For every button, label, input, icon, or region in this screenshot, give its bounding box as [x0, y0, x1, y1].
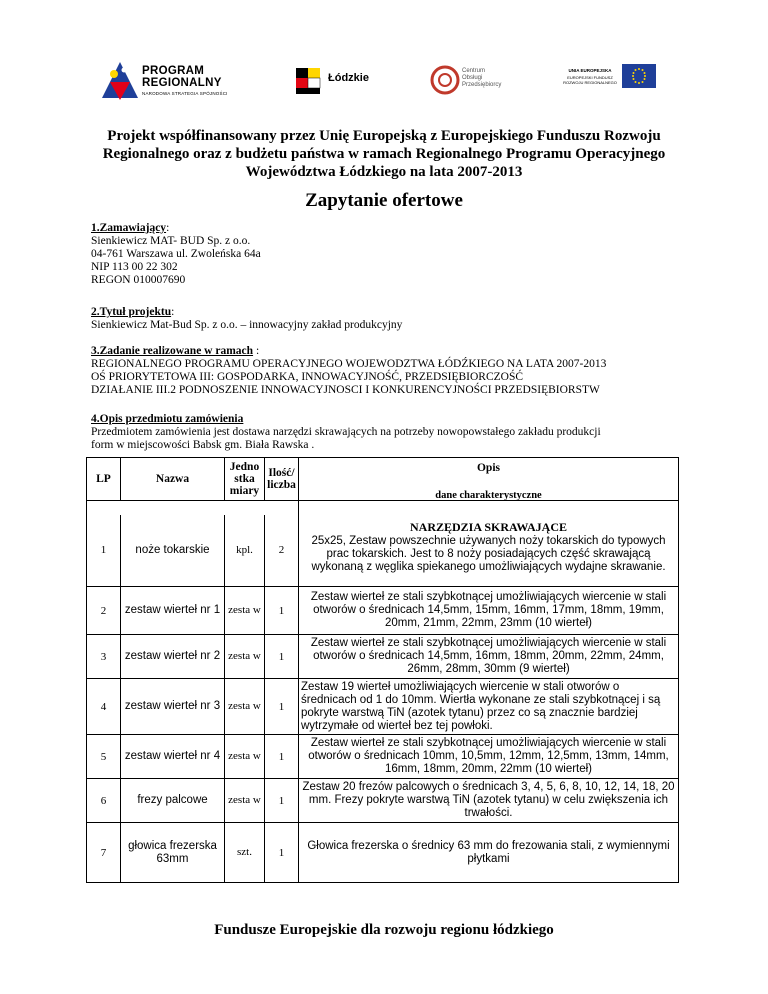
footer-slogan: Fundusze Europejskie dla rozwoju regionu łódzkiego: [214, 922, 554, 938]
lodzkie-logo: [292, 60, 382, 104]
tools-specification-table: [86, 457, 679, 883]
table-row: [87, 779, 679, 823]
cop-logo: [430, 60, 520, 104]
table-cell-qty: 1: [265, 635, 299, 679]
table-cell-description: Zestaw wierteł ze stali szybkotnącej umożliwiających wiercenie w stali otworów o średnicach 14,5mm, 15mm, 16mm, 17mm, 18mm, 19mm, 20mm, 21mm, 22mm, 23mm (10 wierteł): [299, 587, 679, 635]
logo-text: Przedsiębiorcy: [462, 82, 502, 88]
program-regionalny-emblem-icon: [100, 60, 140, 102]
table-cell-unit: zesta w: [225, 735, 265, 779]
table-header-row: [87, 458, 679, 501]
table-cell-name: zestaw wierteł nr 4: [121, 735, 225, 779]
table-cell-unit: zesta w: [225, 779, 265, 823]
table-cell-qty: 1: [265, 587, 299, 635]
logo-text: Obsługi: [462, 75, 483, 81]
logo-text: Łódzkie: [328, 72, 369, 84]
table-cell-lp: 3: [87, 635, 121, 679]
section-line: NIP 113 00 22 302: [91, 261, 178, 273]
header-description: [299, 458, 679, 501]
section-line: REGIONALNEGO PROGRAMU OPERACYJNEGO WOJEWODZTWA ŁÓDŹKIEGO NA LATA 2007-2013: [91, 358, 607, 370]
logo-subtext: NARODOWA STRATEGIA SPÓJNOŚCI: [142, 91, 228, 96]
table-cell-description: Zestaw 19 wierteł umożliwiających wiercenie w stali otworów o średnicach od 1 do 10mm. Wiertła wykonane ze stali szybkotnącej i są pokryte warstwą TiN (azotek tytanu) przez co są znacznie bardziej wytrzymałe od wierteł bez tej powłoki.: [299, 679, 679, 735]
table-cell-name: zestaw wierteł nr 3: [121, 679, 225, 735]
project-cofinancing-title: [60, 127, 708, 181]
section-line: Przedmiotem zamówienia jest dostawa narzędzi skrawających na potrzeby nowopowstałego zakładu produkcji: [91, 426, 601, 438]
section-heading-colon: :: [166, 222, 170, 234]
header-unit: [225, 458, 265, 501]
header-qty-text: liczba: [267, 479, 296, 491]
table-cell-name: głowica frezerska 63mm: [121, 823, 225, 883]
spacer-cell: [87, 501, 299, 515]
table-cell-lp: 6: [87, 779, 121, 823]
description-text: 25x25, Zestaw powszechnie używanych noży tokarskich do typowych prac tokarskich. Jest to 8 noży posiadających część skrawającą wykonaną z węglika spiekanego umożliwiających wydajne skrawanie.: [311, 534, 666, 573]
table-row: [87, 635, 679, 679]
table-cell-unit: kpl.: [225, 515, 265, 587]
table-cell-name: zestaw wierteł nr 1: [121, 587, 225, 635]
table-cell-lp: 5: [87, 735, 121, 779]
table-cell-description: Głowica frezerska o średnicy 63 mm do frezowania stali, z wymiennymi płytkami: [299, 823, 679, 883]
title-line: Regionalnego oraz z budżetu państwa w ramach Regionalnego Programu Operacyjnego: [102, 146, 666, 162]
table-row: [87, 679, 679, 735]
section-line: Sienkiewicz MAT- BUD Sp. z o.o.: [91, 235, 251, 247]
lodzkie-emblem-icon: [292, 66, 324, 96]
title-line: Województwa Łódzkiego na lata 2007-2013: [245, 164, 523, 180]
header-description-subtext: dane charakterystyczne: [435, 490, 542, 501]
table-cell-description: Zestaw 20 frezów palcowych o średnicach 3, 4, 5, 6, 8, 10, 12, 14, 18, 20 mm. Frezy pokryte warstwą TiN (azotek tytanu) w celu zwiększenia ich trwałości.: [299, 779, 679, 823]
table-cell-name: zestaw wierteł nr 2: [121, 635, 225, 679]
section-heading-colon: :: [171, 306, 175, 318]
eu-flag-icon: [622, 64, 656, 88]
table-cell-unit: szt.: [225, 823, 265, 883]
table-row: [87, 823, 679, 883]
header-description-text: Opis: [476, 462, 500, 474]
header-unit-text: miary: [229, 485, 260, 497]
table-cell-unit: zesta w: [225, 679, 265, 735]
section-order-description: [91, 413, 691, 452]
logo-text: ROZWOJU REGIONALNEGO: [563, 80, 617, 85]
table-cell-unit: zesta w: [225, 587, 265, 635]
table-cell-qty: 1: [265, 735, 299, 779]
section-heading: 2.Tytuł projektu: [91, 306, 172, 318]
eu-logo: [560, 60, 660, 104]
table-cell-qty: 2: [265, 515, 299, 587]
logo-bar: [0, 60, 768, 110]
table-row: [87, 735, 679, 779]
cop-emblem-icon: [430, 64, 460, 96]
section-heading: 3.Zadanie realizowane w ramach: [91, 345, 254, 357]
section-project-title: [91, 306, 691, 332]
section-heading: 4.Opis przedmiotu zamówienia: [91, 413, 244, 425]
table-cell-name: frezy palcowe: [121, 779, 225, 823]
table-cell-description: [299, 501, 679, 587]
section-heading: 1.Zamawiający: [91, 222, 167, 234]
table-cell-name: noże tokarskie: [121, 515, 225, 587]
header-unit-text: Jedno: [229, 461, 260, 473]
section-ordering-party: [91, 222, 691, 287]
section-line: DZIAŁANIE III.2 PODNOSZENIE INNOWACYJNOSCI I KONKURENCYJNOŚCI PRZEDSIĘBIORSTW: [91, 384, 600, 396]
section-task: [91, 345, 691, 397]
logo-text: Centrum: [462, 68, 486, 74]
logo-text: REGIONALNY: [142, 77, 222, 89]
header-qty: [265, 458, 299, 501]
table-spacer-row: [87, 501, 679, 515]
section-line: form w miejscowości Babsk gm. Biała Rawska .: [91, 439, 315, 451]
table-cell-lp: 1: [87, 515, 121, 587]
header-lp: LP: [87, 458, 121, 501]
table-cell-unit: zesta w: [225, 635, 265, 679]
table-cell-qty: 1: [265, 779, 299, 823]
table-cell-lp: 4: [87, 679, 121, 735]
header-unit-text: stka: [234, 473, 255, 485]
table-cell-qty: 1: [265, 823, 299, 883]
logo-text: PROGRAM: [142, 65, 205, 77]
category-title: NARZĘDZIA SKRAWAJĄCE: [409, 519, 568, 534]
logo-text: EUROPEJSKI FUNDUSZ: [567, 75, 613, 80]
table-cell-lp: 2: [87, 587, 121, 635]
section-line: 04-761 Warszawa ul. Zwoleńska 64a: [91, 248, 261, 260]
document-heading: Zapytanie ofertowe: [305, 190, 463, 211]
table-cell-description: Zestaw wierteł ze stali szybkotnącej umożliwiających wiercenie w stali otworów o średnicach 10mm, 10,5mm, 12mm, 12,5mm, 13mm, 14mm, 16mm, 18mm, 20mm, 22mm (10 wierteł): [299, 735, 679, 779]
table-cell-qty: 1: [265, 679, 299, 735]
header-nazwa: Nazwa: [121, 458, 225, 501]
title-line: Projekt współfinansowany przez Unię Europejską z Europejskiego Funduszu Rozwoju: [107, 128, 661, 144]
logo-text: UNIA EUROPEJSKA: [568, 68, 612, 73]
table-cell-description: Zestaw wierteł ze stali szybkotnącej umożliwiających wiercenie w stali otworów o średnicach 14,5mm, 16mm, 18mm, 20mm, 22mm, 24mm, 26mm, 28mm, 30mm (9 wierteł): [299, 635, 679, 679]
table-row: [87, 587, 679, 635]
section-line: Sienkiewicz Mat-Bud Sp. z o.o. – innowacyjny zakład produkcyjny: [91, 319, 403, 331]
header-qty-text: Ilość/: [268, 467, 295, 479]
program-regionalny-logo: [100, 60, 250, 104]
section-line: OŚ PRIORYTETOWA III: GOSPODARKA, INNOWACYJNOŚĆ, PRZEDSIĘBIORCZOŚĆ: [91, 371, 524, 383]
table-cell-lp: 7: [87, 823, 121, 883]
section-heading-colon: :: [253, 345, 260, 357]
section-line: REGON 010007690: [91, 274, 186, 286]
